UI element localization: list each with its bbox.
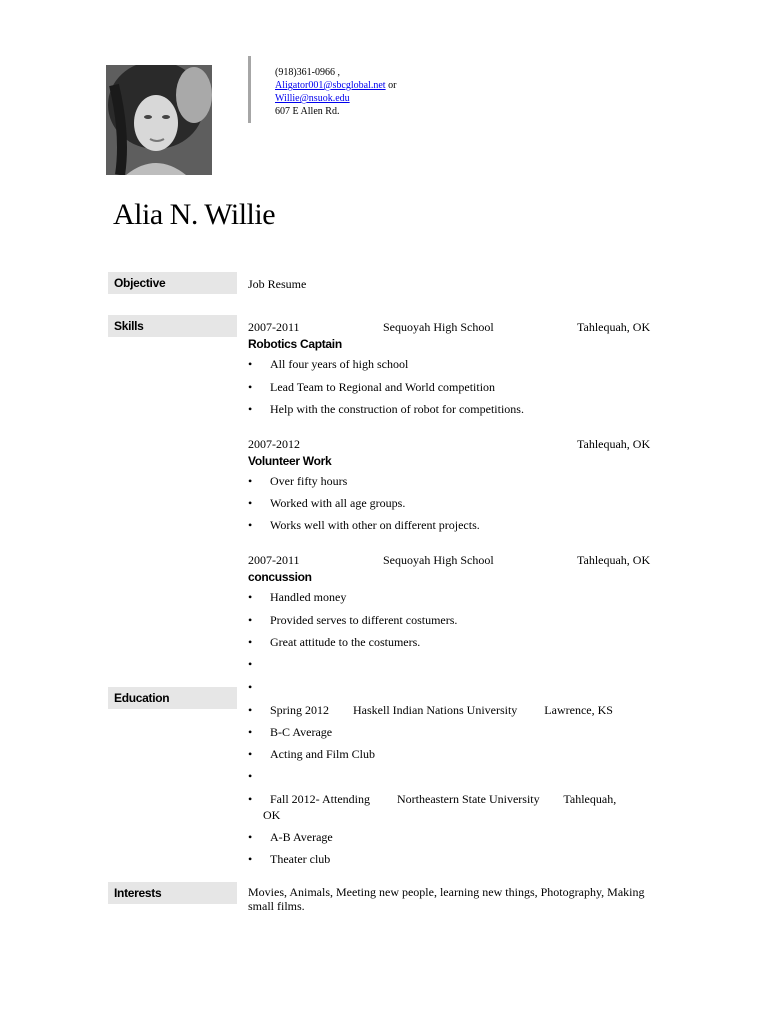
bullet-icon (248, 635, 270, 649)
entry-location: Tahlequah, OK (577, 437, 651, 451)
interests-text: Movies, Animals, Meeting new people, learning new things, Photography, Making small films. (248, 885, 645, 913)
list-item: •B-C Average (248, 725, 332, 739)
contact-address: 607 E Allen Rd. (275, 106, 340, 117)
bullet-icon (248, 590, 270, 604)
bullet-icon (248, 380, 270, 394)
list-item (248, 769, 270, 783)
list-item-wrap: OK (263, 808, 281, 822)
contact-block (275, 66, 396, 118)
list-item: •Provided serves to different costumers. (248, 613, 457, 627)
bullet-icon (248, 496, 270, 510)
section-label-interests: Interests (108, 882, 237, 904)
resume-name: Alia N. Willie (113, 198, 276, 231)
list-item: •A-B Average (248, 830, 333, 844)
bullet-icon (248, 703, 270, 717)
contact-divider (248, 56, 251, 123)
list-item: •Lead Team to Regional and World competition (248, 380, 495, 394)
section-label-education: Education (108, 687, 237, 709)
bullet-icon (248, 474, 270, 488)
profile-photo (106, 65, 212, 175)
list-item (248, 657, 270, 671)
bullet-icon (248, 852, 270, 866)
entry-years: 2007-2011 (248, 553, 300, 567)
list-item: •Great attitude to the costumers. (248, 635, 420, 649)
bullet-icon (248, 613, 270, 627)
entry-role: concussion (248, 570, 312, 584)
bullet-icon (248, 402, 270, 416)
section-label-objective: Objective (108, 272, 237, 294)
entry-years: 2007-2012 (248, 437, 300, 451)
entry-organization: Sequoyah High School (383, 553, 494, 567)
list-item: •Acting and Film Club (248, 747, 375, 761)
list-item: •Help with the construction of robot for competitions. (248, 402, 524, 416)
list-item: •Over fifty hours (248, 474, 347, 488)
entry-role: Robotics Captain (248, 337, 342, 351)
entry-role: Volunteer Work (248, 454, 332, 468)
bullet-icon (248, 747, 270, 761)
bullet-icon (248, 357, 270, 371)
contact-or-text: or (385, 80, 397, 91)
bullet-icon (248, 830, 270, 844)
list-item: • Fall 2012- Attending Northeastern State University Tahlequah, (248, 792, 616, 806)
list-item: •All four years of high school (248, 357, 408, 371)
list-item: •Works well with other on different projects. (248, 518, 480, 532)
email-link-secondary[interactable]: Willie@nsuok.edu (275, 93, 350, 104)
email-link-primary[interactable]: Aligator001@sbcglobal.net (275, 80, 386, 91)
list-item: • Spring 2012 Haskell Indian Nations University Lawrence, KS (248, 703, 613, 717)
contact-phone: (918)361-0966 , (275, 67, 340, 78)
bullet-icon (248, 769, 270, 783)
bullet-icon (248, 518, 270, 532)
entry-location: Tahlequah, OK (577, 553, 651, 567)
section-label-skills: Skills (108, 315, 237, 337)
bullet-icon (248, 792, 270, 806)
list-item: •Handled money (248, 590, 346, 604)
list-item: •Theater club (248, 852, 330, 866)
entry-years: 2007-2011 (248, 320, 300, 334)
entry-organization: Sequoyah High School (383, 320, 494, 334)
objective-text: Job Resume (248, 277, 307, 291)
bullet-icon (248, 657, 270, 671)
list-item (248, 680, 270, 694)
entry-location: Tahlequah, OK (577, 320, 651, 334)
list-item: •Worked with all age groups. (248, 496, 405, 510)
bullet-icon (248, 725, 270, 739)
bullet-icon (248, 680, 270, 694)
